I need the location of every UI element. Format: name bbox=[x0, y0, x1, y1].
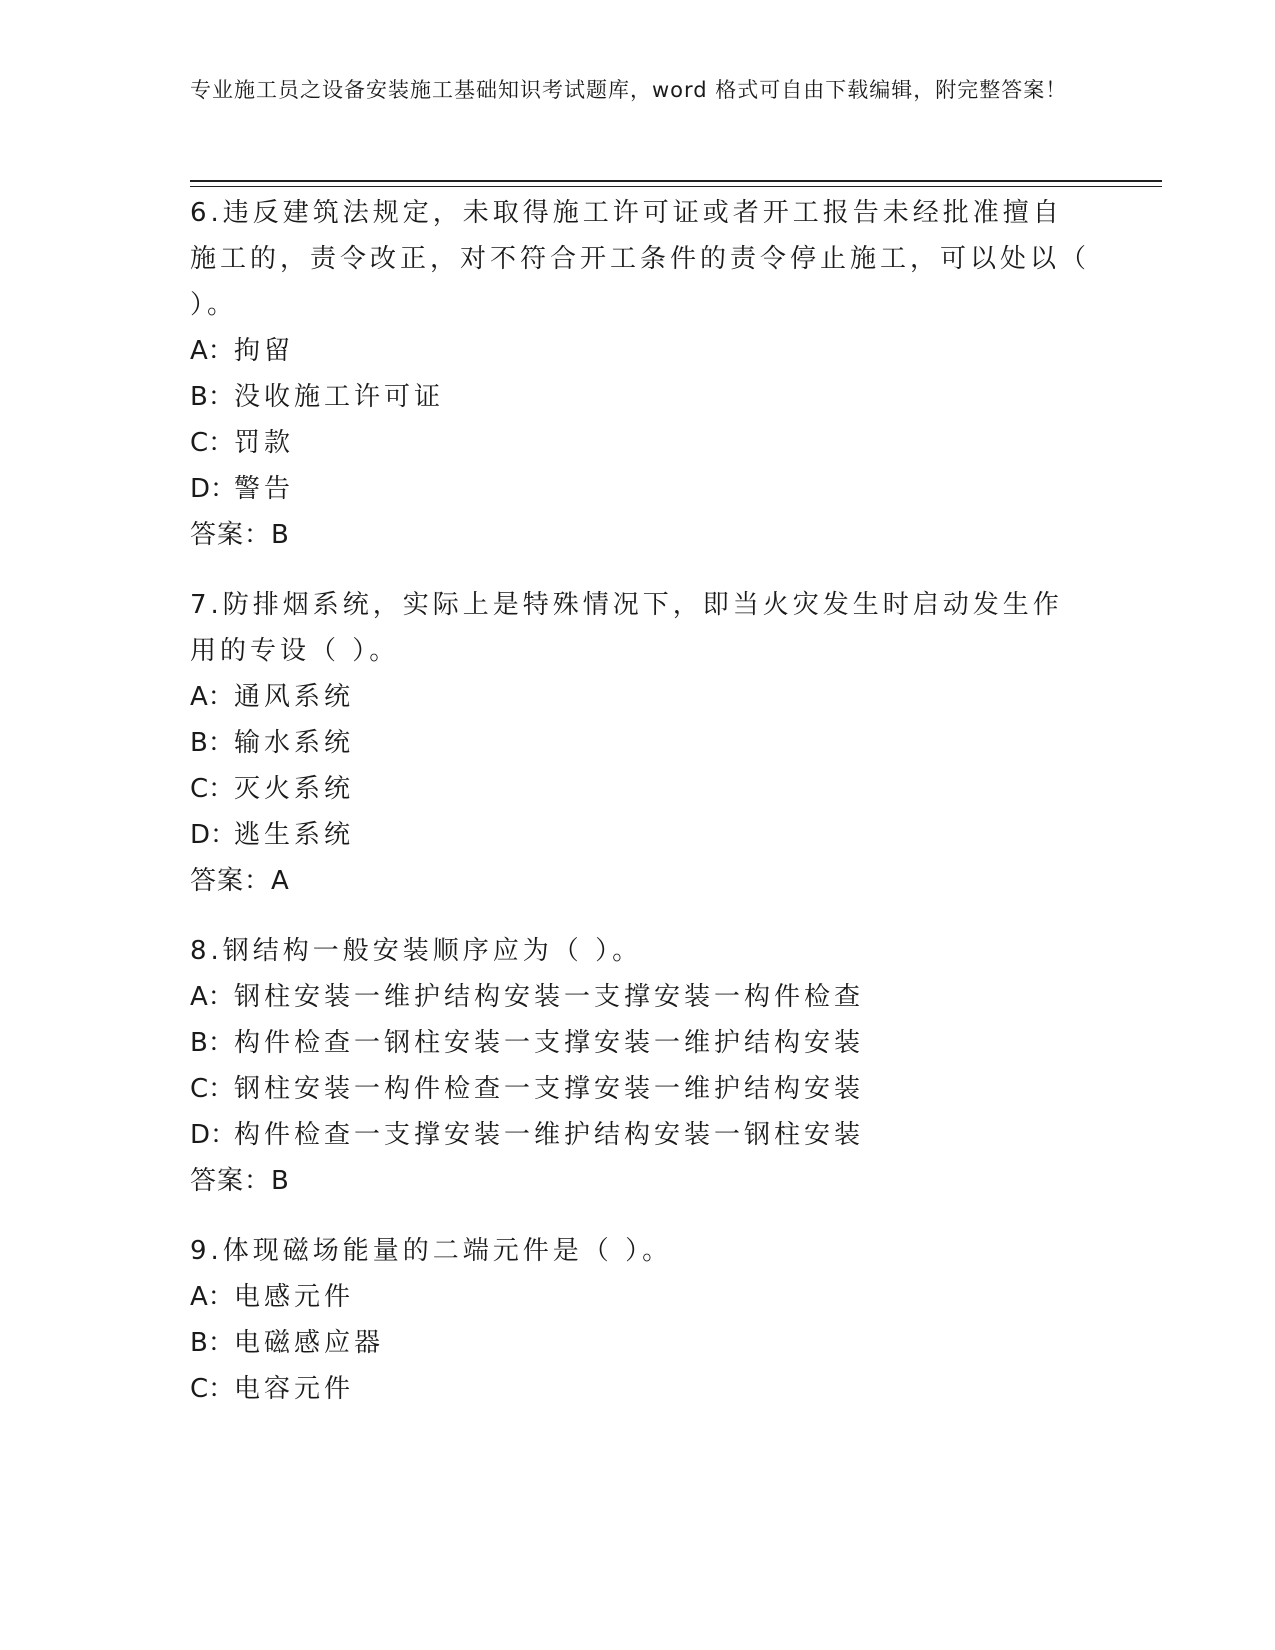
header-divider bbox=[190, 180, 1162, 182]
option-c bbox=[190, 766, 1090, 812]
option-key: A： bbox=[190, 336, 234, 366]
option-key: D： bbox=[190, 1120, 237, 1150]
option-text: 构件检查一钢柱安装一支撑安装一维护结构安装 bbox=[234, 1028, 865, 1058]
question-9 bbox=[190, 1228, 1090, 1412]
option-text: 构件检查一支撑安装一维护结构安装一钢柱安装 bbox=[234, 1120, 865, 1150]
option-key: B： bbox=[190, 728, 234, 758]
option-c bbox=[190, 1066, 1090, 1112]
question-stem: 8.钢结构一般安装顺序应为（ ）。 bbox=[190, 936, 643, 966]
option-b bbox=[190, 720, 1090, 766]
option-a bbox=[190, 1274, 1090, 1320]
option-b bbox=[190, 1020, 1090, 1066]
option-key: B： bbox=[190, 1028, 234, 1058]
option-text: 钢柱安装一维护结构安装一支撑安装一构件检查 bbox=[234, 982, 865, 1012]
document-header bbox=[190, 74, 1090, 106]
question-7 bbox=[190, 582, 1090, 904]
option-key: C： bbox=[190, 1074, 235, 1104]
option-text: 钢柱安装一构件检查一支撑安装一维护结构安装 bbox=[234, 1074, 865, 1104]
answer-line: 答案：A bbox=[190, 866, 290, 896]
option-a bbox=[190, 674, 1090, 720]
option-text: 没收施工许可证 bbox=[234, 382, 445, 412]
question-8 bbox=[190, 928, 1090, 1204]
option-text: 罚款 bbox=[234, 428, 295, 458]
option-key: B： bbox=[190, 382, 234, 412]
option-d bbox=[190, 466, 1090, 512]
option-text: 拘留 bbox=[234, 336, 295, 366]
option-c bbox=[190, 420, 1090, 466]
option-text: 电磁感应器 bbox=[234, 1328, 385, 1358]
option-key: D： bbox=[190, 474, 237, 504]
option-text: 通风系统 bbox=[234, 682, 355, 712]
option-key: A： bbox=[190, 682, 234, 712]
option-key: D： bbox=[190, 820, 237, 850]
option-text: 输水系统 bbox=[234, 728, 355, 758]
option-a bbox=[190, 328, 1090, 374]
question-stem: 7.防排烟系统，实际上是特殊情况下，即当火灾发生时启动发生作用的专设（ ）。 bbox=[190, 590, 1063, 666]
option-a bbox=[190, 974, 1090, 1020]
header-title: 专业施工员之设备安装施工基础知识考试题库，word 格式可自由下载编辑，附完整答案！ bbox=[190, 78, 1068, 102]
question-stem: 9.体现磁场能量的二端元件是（ ）。 bbox=[190, 1236, 673, 1266]
option-text: 电容元件 bbox=[234, 1374, 355, 1404]
option-c bbox=[190, 1366, 1090, 1412]
option-b bbox=[190, 1320, 1090, 1366]
answer-line: 答案：B bbox=[190, 520, 290, 550]
option-key: B： bbox=[190, 1328, 234, 1358]
option-b bbox=[190, 374, 1090, 420]
option-key: C： bbox=[190, 1374, 235, 1404]
option-text: 电感元件 bbox=[234, 1282, 355, 1312]
question-list bbox=[190, 190, 1090, 1436]
option-text: 灭火系统 bbox=[234, 774, 355, 804]
option-key: C： bbox=[190, 428, 235, 458]
option-key: A： bbox=[190, 1282, 234, 1312]
question-stem: 6.违反建筑法规定，未取得施工许可证或者开工报告未经批准擅自施工的，责令改正，对不符合开工条件的责令停止施工，可以处以（ ）。 bbox=[190, 198, 1091, 320]
option-key: A： bbox=[190, 982, 234, 1012]
option-d bbox=[190, 812, 1090, 858]
header-divider-thin bbox=[190, 186, 1162, 187]
answer-line: 答案：B bbox=[190, 1166, 290, 1196]
option-text: 逃生系统 bbox=[234, 820, 355, 850]
option-key: C： bbox=[190, 774, 235, 804]
option-d bbox=[190, 1112, 1090, 1158]
question-6 bbox=[190, 190, 1090, 558]
option-text: 警告 bbox=[234, 474, 295, 504]
